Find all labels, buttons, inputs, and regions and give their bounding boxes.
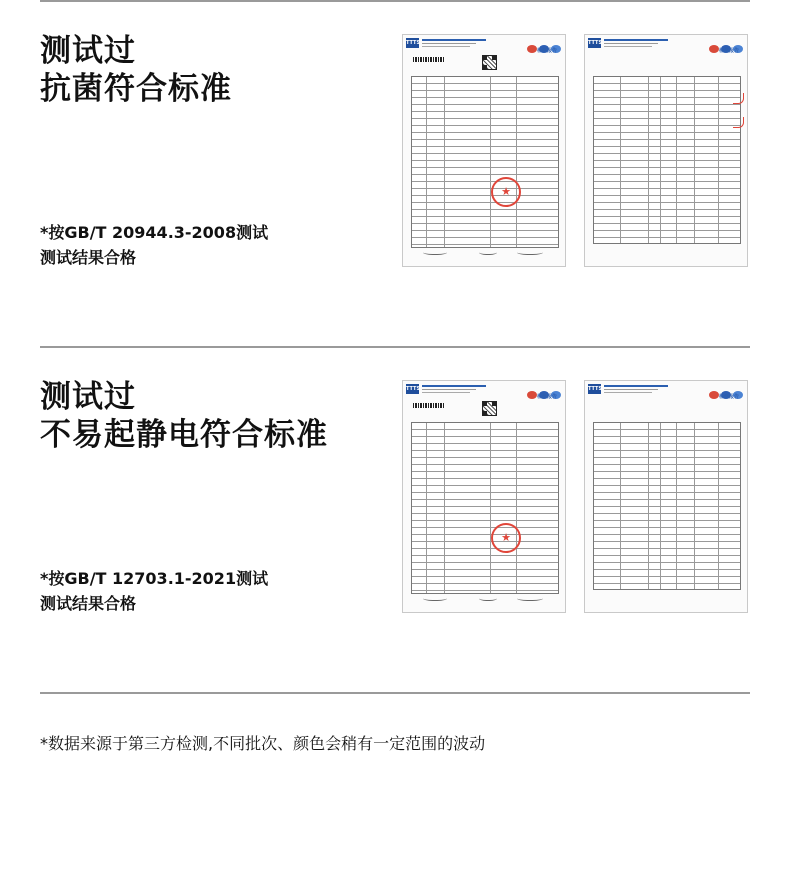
signatures	[423, 594, 551, 602]
test-report-page-1	[402, 34, 566, 267]
signature-icon	[479, 594, 497, 601]
table-column-line	[676, 77, 677, 243]
table-column-line	[648, 423, 649, 589]
signature-icon	[517, 594, 543, 601]
official-seal-icon	[491, 177, 521, 207]
qr-code-icon	[482, 55, 497, 70]
testing-agency-logo: TTTS	[588, 386, 603, 392]
testing-agency-logo: TTTS	[588, 40, 603, 46]
table-column-line	[718, 77, 719, 243]
test-report-page-1	[402, 380, 566, 613]
qr-code-icon	[482, 401, 497, 416]
report-badge: 检测报告	[536, 48, 557, 54]
barcode-icon	[413, 57, 445, 62]
heading-line-1: 测试过	[40, 33, 136, 69]
heading-line-1: 测试过	[40, 379, 136, 415]
signature-icon	[517, 248, 543, 255]
barcode-icon	[413, 403, 445, 408]
report-badge: 检测报告	[718, 48, 739, 54]
testing-agency-logo: TTTS	[406, 386, 421, 392]
cma-mark-icon	[709, 45, 719, 53]
standard-line-2: 测试结果合格	[40, 594, 137, 613]
official-seal-icon	[491, 523, 521, 553]
table-column-line	[490, 423, 491, 593]
cma-mark-icon	[527, 391, 537, 399]
heading-line-2: 不易起静电符合标准	[40, 417, 328, 453]
test-report-page-2	[584, 34, 748, 267]
test-report-page-2	[584, 380, 748, 613]
section-heading	[40, 378, 328, 454]
signatures	[423, 248, 551, 256]
results-table	[593, 76, 741, 244]
agency-contact-line	[422, 46, 470, 47]
table-column-line	[490, 77, 491, 247]
table-column-line	[660, 423, 661, 589]
table-column-line	[648, 77, 649, 243]
table-column-line	[620, 77, 621, 243]
standard-line-1: *按GB/T 20944.3-2008测试	[40, 223, 269, 242]
table-column-line	[620, 423, 621, 589]
agency-name-line	[604, 385, 668, 387]
testing-agency-logo: TTTS	[406, 40, 421, 46]
signature-icon	[423, 594, 447, 601]
agency-name-line	[604, 39, 668, 41]
table-column-line	[444, 423, 445, 593]
signature-icon	[423, 248, 447, 255]
agency-address-line	[604, 389, 658, 390]
standard-line-1: *按GB/T 12703.1-2021测试	[40, 569, 269, 588]
section-heading	[40, 32, 232, 108]
table-column-line	[694, 77, 695, 243]
report-badge: 检测报告	[536, 394, 557, 400]
agency-address-line	[604, 43, 658, 44]
agency-name-line	[422, 39, 486, 41]
agency-contact-line	[422, 392, 470, 393]
cma-mark-icon	[527, 45, 537, 53]
cma-mark-icon	[709, 391, 719, 399]
table-column-line	[660, 77, 661, 243]
agency-address-line	[422, 43, 476, 44]
signature-icon	[479, 248, 497, 255]
table-column-line	[516, 423, 517, 593]
table-column-line	[516, 77, 517, 247]
agency-name-line	[422, 385, 486, 387]
antistatic-section	[0, 346, 790, 692]
agency-contact-line	[604, 392, 652, 393]
table-column-line	[426, 423, 427, 593]
heading-line-2: 抗菌符合标准	[40, 71, 232, 107]
data-source-footnote: *数据来源于第三方检测,不同批次、颜色会稍有一定范围的波动	[40, 734, 486, 753]
table-column-line	[676, 423, 677, 589]
section-divider	[40, 692, 750, 694]
report-table	[411, 422, 559, 594]
agency-contact-line	[604, 46, 652, 47]
table-column-line	[426, 77, 427, 247]
table-column-line	[718, 423, 719, 589]
table-column-line	[694, 423, 695, 589]
standard-note	[40, 566, 268, 616]
standard-line-2: 测试结果合格	[40, 248, 137, 267]
antibacterial-section	[0, 0, 790, 346]
report-table	[411, 76, 559, 248]
report-badge: 检测报告	[718, 394, 739, 400]
results-table	[593, 422, 741, 590]
agency-address-line	[422, 389, 476, 390]
standard-note	[40, 220, 268, 270]
red-mark-icon	[733, 117, 744, 128]
table-column-line	[444, 77, 445, 247]
red-mark-icon	[733, 93, 744, 104]
